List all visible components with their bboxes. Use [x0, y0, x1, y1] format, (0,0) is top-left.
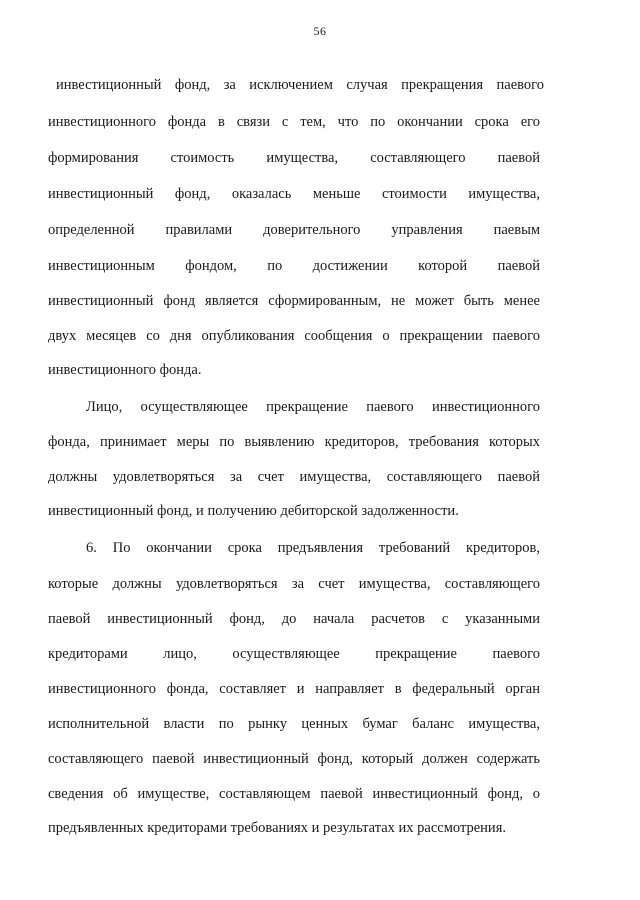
text-line: кредиторами лицо, осуществляющее прекращение паевого	[48, 646, 540, 662]
text-line: двух месяцев со дня опубликования сообщения о прекращении паевого	[48, 328, 540, 344]
text-line: определенной правилами доверительного управления паевым	[48, 222, 540, 238]
text-line: инвестиционного фонда, составляет и направляет в федеральный орган	[48, 681, 540, 697]
text-line: предъявленных кредиторами требованиях и результатах их рассмотрения.	[48, 820, 506, 836]
text-line: инвестиционный фонд, за исключением случая прекращения паевого	[56, 77, 544, 93]
text-line: должны удовлетворяться за счет имущества, составляющего паевой	[48, 469, 540, 485]
text-line: составляющего паевой инвестиционный фонд, который должен содержать	[48, 751, 540, 767]
text-line: исполнительной власти по рынку ценных бумаг баланс имущества,	[48, 716, 540, 732]
text-line: инвестиционным фондом, по достижении которой паевой	[48, 258, 540, 274]
text-line: 6. По окончании срока предъявления требований кредиторов,	[86, 540, 540, 556]
text-line: инвестиционный фонд, оказалась меньше стоимости имущества,	[48, 186, 540, 202]
text-line: инвестиционного фонда в связи с тем, что по окончании срока его	[48, 114, 540, 130]
text-line: паевой инвестиционный фонд, до начала расчетов с указанными	[48, 611, 540, 627]
text-line: Лицо, осуществляющее прекращение паевого инвестиционного	[86, 399, 540, 415]
text-line: инвестиционный фонд является сформированным, не может быть менее	[48, 293, 540, 309]
text-line: инвестиционного фонда.	[48, 362, 202, 378]
text-line: формирования стоимость имущества, составляющего паевой	[48, 150, 540, 166]
text-line: инвестиционный фонд, и получению дебиторской задолженности.	[48, 503, 459, 519]
text-line: фонда, принимает меры по выявлению кредиторов, требования которых	[48, 434, 540, 450]
text-line: которые должны удовлетворяться за счет имущества, составляющего	[48, 576, 540, 592]
page-number: 56	[313, 24, 327, 38]
text-line: сведения об имуществе, составляющем паевой инвестиционный фонд, о	[48, 786, 540, 802]
